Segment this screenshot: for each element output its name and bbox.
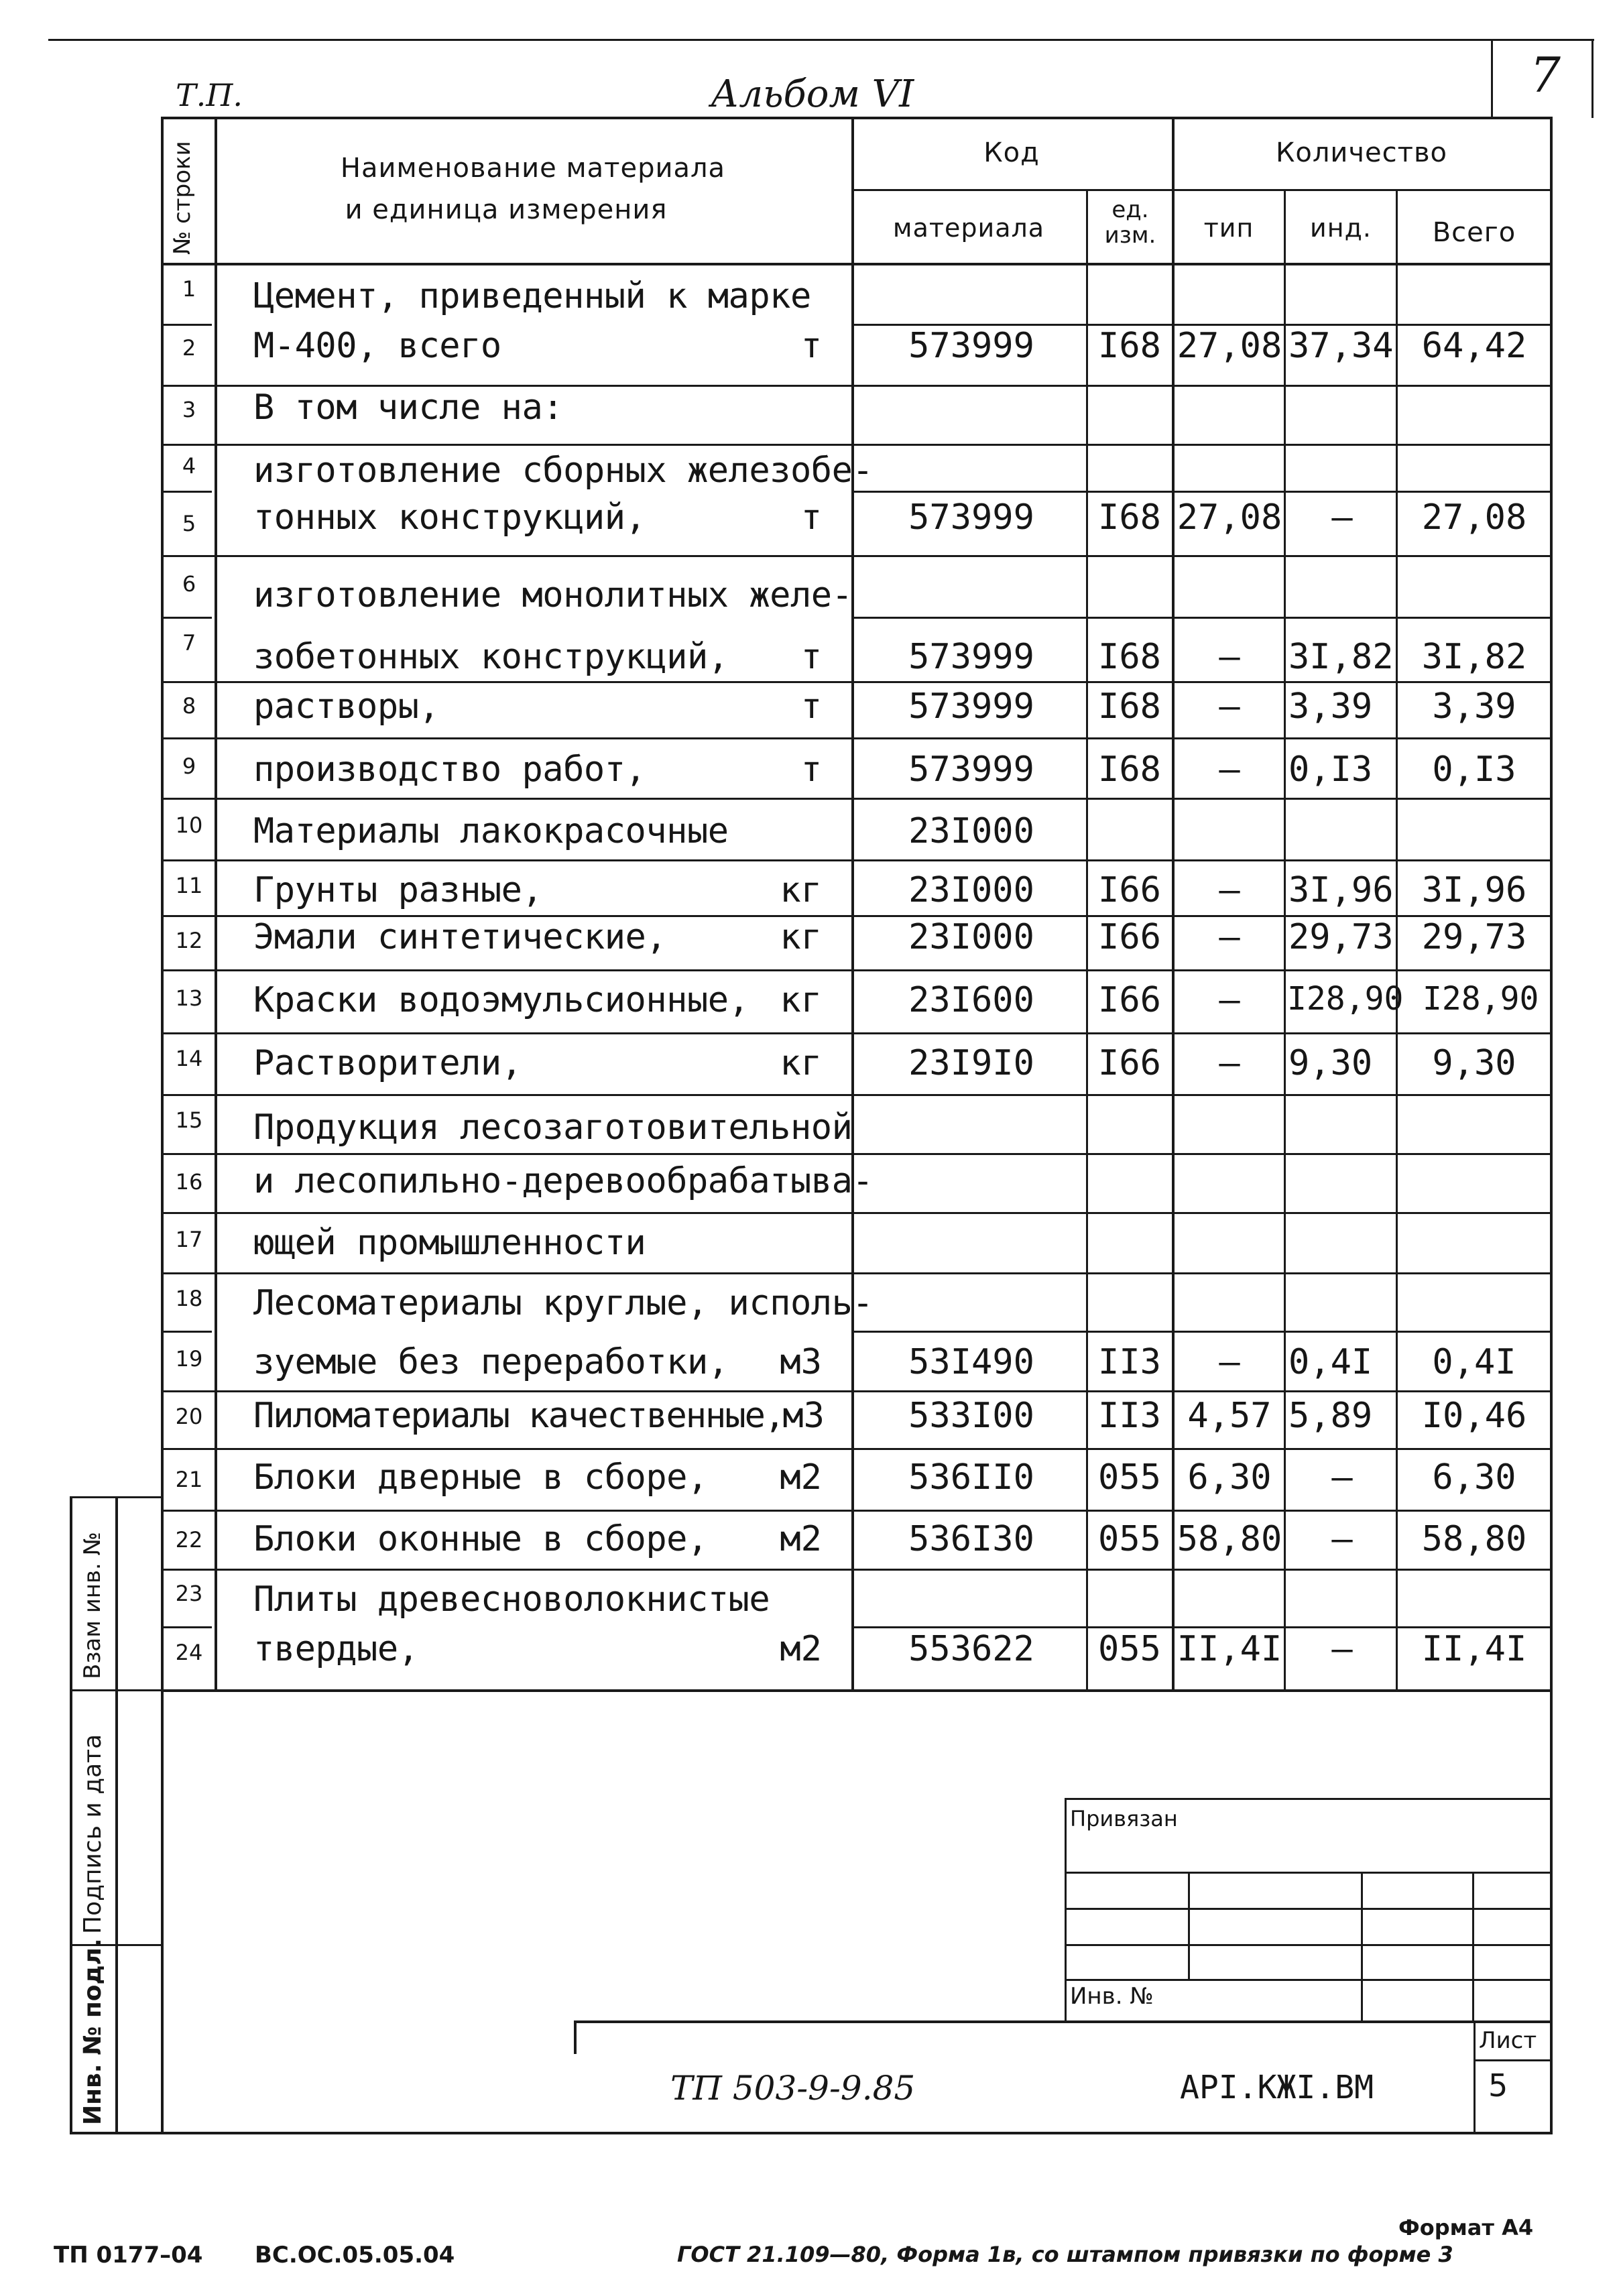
row-qty-total: I28,90 [1423, 980, 1539, 1018]
row-qty-type: – [1219, 637, 1240, 677]
row-qty-total: II,4I [1421, 1629, 1527, 1669]
header-top-line [161, 117, 1553, 119]
row-name: и лесопильно-деревообрабатыва- [253, 1161, 874, 1201]
row-ed: II3 [1098, 1342, 1161, 1382]
row-qty-type: – [1219, 980, 1240, 1020]
row-number: 13 [175, 985, 203, 1011]
side-label-podpis: Подпись и дата [79, 1734, 107, 1934]
row-line [161, 324, 212, 326]
row-number: 5 [182, 511, 196, 536]
row-line [161, 1094, 1553, 1096]
stamp-line [1065, 1979, 1553, 1981]
row-line [851, 491, 1553, 493]
row-number: 19 [175, 1346, 203, 1372]
row-line [161, 555, 1553, 557]
row-number: 2 [182, 335, 196, 361]
row-number: 20 [175, 1404, 203, 1429]
row-qty-ind: 3,39 [1288, 686, 1373, 727]
frame-bottom-line [70, 2132, 1553, 2134]
row-qty-total: 3,39 [1432, 686, 1516, 727]
row-qty-ind: I28,90 [1287, 980, 1404, 1018]
row-qty-type: – [1219, 1043, 1240, 1083]
row-unit: кг [780, 1043, 822, 1083]
row-line [161, 798, 1553, 800]
row-line [161, 1626, 212, 1628]
row-number: 14 [175, 1046, 203, 1071]
row-number: 23 [175, 1581, 203, 1606]
row-number: 4 [182, 453, 196, 479]
row-code: 23I000 [908, 811, 1034, 851]
row-name: Цемент, приведенный к марке [253, 276, 811, 316]
album-label: Альбом VI [711, 72, 914, 116]
side-strip-mid-line [115, 1496, 118, 2134]
row-ed: I66 [1098, 1043, 1161, 1083]
list-box-mid-line [1474, 2059, 1553, 2061]
row-number: 10 [175, 812, 203, 838]
row-name: Пиломатериалы качественные, [253, 1396, 784, 1436]
row-unit: м2 [780, 1519, 822, 1559]
stamp-left-line [1065, 1798, 1067, 2022]
row-number: 24 [175, 1640, 203, 1665]
row-name: зобетонных конструкций, [253, 637, 729, 677]
row-ed: I66 [1098, 980, 1161, 1020]
row-line [161, 1510, 1553, 1512]
row-qty-total: 9,30 [1432, 1043, 1516, 1083]
row-number: 3 [182, 397, 196, 422]
row-qty-total: 6,30 [1432, 1457, 1516, 1498]
row-qty-ind: – [1331, 1519, 1353, 1559]
row-unit: т [800, 686, 822, 727]
footer-format: Формат А4 [1398, 2215, 1534, 2240]
row-name: Материалы лакокрасочные [253, 811, 729, 851]
row-line [161, 444, 1553, 446]
row-qty-ind: – [1331, 1457, 1353, 1498]
row-qty-type: 4,57 [1187, 1396, 1272, 1436]
stamp-privyazan: Привязан [1070, 1806, 1178, 1831]
row-unit: кг [780, 917, 822, 957]
row-qty-type: 58,80 [1177, 1519, 1282, 1559]
row-name: изготовление сборных железобе- [253, 450, 874, 491]
col-header-qty-ind: инд. [1310, 213, 1372, 243]
row-qty-total: 27,08 [1421, 497, 1527, 538]
top-label: Т.П. [176, 77, 243, 113]
row-name: производство работ, [253, 749, 646, 790]
row-line [161, 1448, 1553, 1450]
row-number: 12 [175, 928, 203, 953]
row-qty-type: – [1219, 686, 1240, 727]
stamp-line [1065, 1944, 1553, 1946]
row-qty-type: – [1219, 749, 1240, 790]
row-name: М-400, всего [253, 326, 501, 366]
row-name: Эмали синтетические, [253, 917, 667, 957]
row-line [161, 681, 1553, 683]
col-num-name-divider [215, 117, 217, 1691]
col-header-qty-type: тип [1203, 213, 1254, 243]
row-qty-total: 0,4I [1432, 1342, 1516, 1382]
row-qty-total: 3I,82 [1421, 637, 1527, 677]
row-ed: I68 [1098, 686, 1161, 727]
stamp-list-no: 5 [1488, 2067, 1508, 2104]
row-name: тонных конструкций, [253, 497, 646, 538]
row-unit: м2 [780, 1629, 822, 1669]
footer-left2: ВС.ОС.05.05.04 [255, 2242, 455, 2269]
row-code: 23I000 [908, 870, 1034, 910]
row-name: Краски водоэмульсионные, [253, 980, 749, 1020]
row-line [161, 617, 212, 619]
stamp-doc-mark: АРI.КЖI.ВМ [1180, 2069, 1374, 2106]
row-number: 11 [175, 873, 203, 898]
row-ed: 055 [1098, 1519, 1161, 1559]
row-name: Продукция лесозаготовительной [253, 1107, 853, 1148]
row-code: 536I30 [908, 1519, 1034, 1559]
stamp-col-line [1361, 1872, 1363, 2022]
row-name: зуемые без переработки, [253, 1342, 729, 1382]
row-ed: I66 [1098, 870, 1161, 910]
row-line [161, 1390, 1553, 1392]
side-strip-top-line [70, 1496, 164, 1498]
row-number: 17 [175, 1227, 203, 1252]
row-qty-type: 27,08 [1177, 326, 1282, 366]
row-unit: м2 [780, 1457, 822, 1498]
col-header-code-unit: ед. изм. [1104, 196, 1156, 249]
stamp-line [1065, 1908, 1553, 1910]
row-code: 573999 [908, 749, 1034, 790]
col-header-num: № строки [169, 141, 196, 255]
row-name: растворы, [253, 686, 440, 727]
table-bottom-line [161, 1689, 1553, 1692]
row-line [161, 969, 1553, 971]
row-qty-ind: 0,4I [1288, 1342, 1373, 1382]
row-line [161, 1212, 1553, 1214]
side-label-vzam: Взам инв. № [79, 1531, 106, 1679]
side-label-inv-podl: Инв. № подл. [79, 1938, 107, 2125]
row-unit: т [800, 497, 822, 538]
row-unit: м3 [782, 1396, 825, 1436]
row-qty-ind: – [1331, 497, 1353, 538]
row-line [161, 1331, 212, 1333]
row-qty-ind: 37,34 [1288, 326, 1394, 366]
title-block-top-line [574, 2020, 1553, 2023]
row-line [161, 737, 1553, 739]
col-header-qty: Количество [1275, 137, 1447, 168]
row-line [851, 617, 1553, 619]
stamp-top-line [1065, 1798, 1553, 1800]
row-line [161, 385, 1553, 387]
col-header-code: Код [983, 137, 1040, 168]
row-name: Грунты разные, [253, 870, 543, 910]
row-qty-ind: 9,30 [1288, 1043, 1373, 1083]
row-line [851, 1626, 1553, 1628]
row-code: 533I00 [908, 1396, 1034, 1436]
row-number: 22 [175, 1527, 203, 1553]
row-code: 573999 [908, 326, 1034, 366]
row-ed: I68 [1098, 637, 1161, 677]
row-line [161, 491, 212, 493]
row-qty-type: – [1219, 870, 1240, 910]
row-code: 53I490 [908, 1342, 1034, 1382]
row-code: 573999 [908, 686, 1034, 727]
row-ed: I68 [1098, 497, 1161, 538]
row-name: ющей промышленности [253, 1223, 646, 1263]
row-code: 23I000 [908, 917, 1034, 957]
row-qty-type: II,4I [1177, 1629, 1282, 1669]
row-unit: кг [780, 980, 822, 1020]
row-number: 7 [182, 630, 196, 656]
row-ed: I66 [1098, 917, 1161, 957]
row-qty-total: I0,46 [1421, 1396, 1527, 1436]
row-number: 15 [175, 1107, 203, 1133]
stamp-inv-no: Инв. № [1070, 1983, 1154, 2010]
col-header-qty-total: Всего [1432, 217, 1516, 248]
row-unit: т [800, 637, 822, 677]
row-number: 9 [182, 753, 196, 779]
row-name: твердые, [253, 1629, 419, 1669]
title-block-corner [574, 2020, 577, 2054]
footer-left: ТП 0177–04 [54, 2242, 203, 2269]
sheet-number: 7 [1530, 47, 1561, 103]
row-qty-ind: 0,I3 [1288, 749, 1373, 790]
header-mid-line [851, 189, 1553, 191]
row-unit: т [800, 749, 822, 790]
side-strip-line [70, 1689, 164, 1691]
header-bottom-line [161, 263, 1553, 265]
row-line [161, 859, 1553, 861]
row-number: 16 [175, 1169, 203, 1195]
stamp-doc-code: ТП 503-9-9.85 [670, 2069, 916, 2108]
row-qty-total: 3I,96 [1421, 870, 1527, 910]
sheet-number-box-right [1591, 39, 1594, 118]
row-qty-total: 64,42 [1421, 326, 1527, 366]
col-header-name-2: и единица измерения [345, 194, 668, 225]
row-unit: кг [780, 870, 822, 910]
row-name: изготовление монолитных желе- [253, 575, 853, 615]
row-ed: II3 [1098, 1396, 1161, 1436]
row-name: Блоки оконные в сборе, [253, 1519, 708, 1559]
row-qty-total: 29,73 [1421, 917, 1527, 957]
row-code: 573999 [908, 637, 1034, 677]
stamp-list-label: Лист [1479, 2027, 1537, 2054]
row-code: 536II0 [908, 1457, 1034, 1498]
row-qty-ind: – [1331, 1629, 1353, 1669]
row-line [851, 1331, 1553, 1333]
row-qty-type: 6,30 [1187, 1457, 1272, 1498]
sheet-number-box-left [1491, 39, 1493, 118]
row-number: 21 [175, 1467, 203, 1492]
col-header-name-1: Наименование материала [340, 153, 726, 184]
stamp-col-line [1472, 1872, 1474, 2022]
row-number: 1 [182, 276, 196, 302]
row-line [161, 1569, 1553, 1571]
stamp-col-line [1188, 1872, 1190, 1979]
row-name: Блоки дверные в сборе, [253, 1457, 708, 1498]
row-line [161, 1272, 1553, 1274]
row-name: В том числе на: [253, 387, 564, 428]
row-code: 573999 [908, 497, 1034, 538]
row-code: 553622 [908, 1629, 1034, 1669]
row-code: 23I600 [908, 980, 1034, 1020]
row-ed: I68 [1098, 749, 1161, 790]
row-qty-total: 0,I3 [1432, 749, 1516, 790]
row-qty-type: 27,08 [1177, 497, 1282, 538]
stamp-line [1065, 1872, 1553, 1874]
row-name: Лесоматериалы круглые, исполь- [253, 1283, 874, 1323]
row-line [161, 1032, 1553, 1034]
row-ed: 055 [1098, 1457, 1161, 1498]
list-box-left-line [1474, 2020, 1476, 2132]
row-name: Растворители, [253, 1043, 522, 1083]
row-code: 23I9I0 [908, 1043, 1034, 1083]
row-qty-ind: 5,89 [1288, 1396, 1373, 1436]
footer-right: ГОСТ 21.109—80, Форма 1в, со штампом привязки по форме 3 [677, 2242, 1453, 2267]
row-ed: 055 [1098, 1629, 1161, 1669]
side-strip-left-line [70, 1496, 72, 2134]
frame-right-line [1550, 117, 1553, 2134]
row-qty-total: 58,80 [1421, 1519, 1527, 1559]
top-border-line [48, 39, 1594, 41]
row-number: 8 [182, 693, 196, 719]
row-line [161, 1153, 1553, 1155]
col-header-code-material: материала [892, 213, 1045, 243]
row-number: 18 [175, 1286, 203, 1311]
row-unit: м3 [780, 1342, 822, 1382]
row-name: Плиты древесноволокнистые [253, 1579, 770, 1620]
row-unit: т [800, 326, 822, 366]
row-qty-type: – [1219, 1342, 1240, 1382]
row-qty-type: – [1219, 917, 1240, 957]
row-qty-ind: 3I,96 [1288, 870, 1394, 910]
row-number: 6 [182, 571, 196, 597]
row-ed: I68 [1098, 326, 1161, 366]
row-qty-ind: 3I,82 [1288, 637, 1394, 677]
row-qty-ind: 29,73 [1288, 917, 1394, 957]
